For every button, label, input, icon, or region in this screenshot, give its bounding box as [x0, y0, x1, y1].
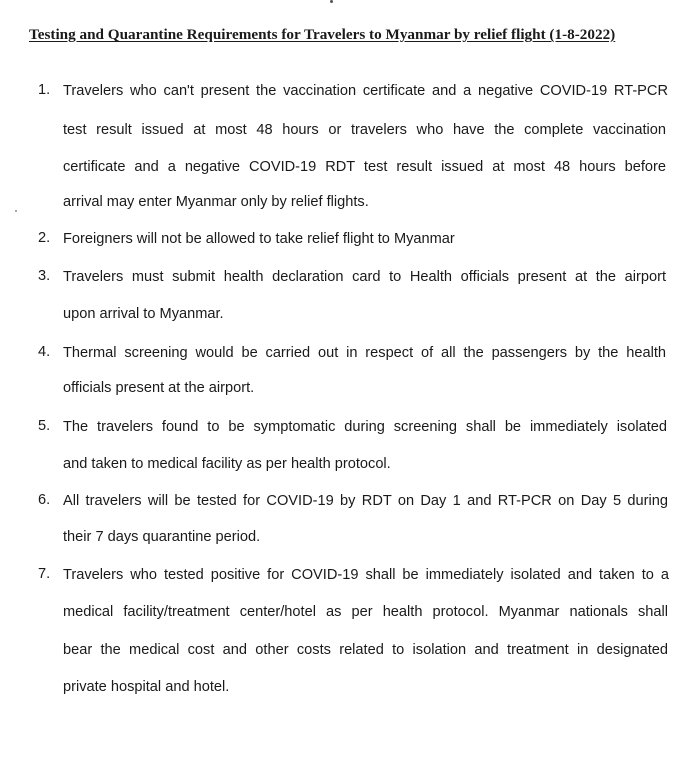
- item-text-line: Travelers must submit health declaration card to Health officials present at the airport: [63, 269, 666, 285]
- item-text-line: their 7 days quarantine period.: [63, 529, 261, 545]
- item-number: 4.: [38, 344, 51, 360]
- item-text-line: The travelers found to be symptomatic during screening shall be immediately isolated: [63, 419, 667, 435]
- item-number: 5.: [38, 418, 51, 434]
- item-text-line: upon arrival to Myanmar.: [63, 306, 224, 322]
- item-text-line: arrival may enter Myanmar only by relief flights.: [63, 194, 369, 210]
- item-number: 2.: [38, 230, 51, 246]
- item-text-line: Travelers who can't present the vaccination certificate and a negative COVID-19 RT-PCR: [63, 83, 668, 99]
- item-number: 1.: [38, 82, 51, 98]
- item-text-line: Travelers who tested positive for COVID-19 shall be immediately isolated and taken to a: [63, 567, 669, 583]
- document-title: Testing and Quarantine Requirements for Travelers to Myanmar by relief flight (1-8-2022): [29, 26, 616, 43]
- item-number: 3.: [38, 268, 51, 284]
- item-text-line: officials present at the airport.: [63, 380, 255, 396]
- item-text-line: certificate and a negative COVID-19 RDT test result issued at most 48 hours before: [63, 159, 666, 175]
- item-text-line: and taken to medical facility as per health protocol.: [63, 456, 391, 472]
- item-text-line: All travelers will be tested for COVID-19 by RDT on Day 1 and RT-PCR on Day 5 during: [63, 493, 668, 509]
- item-text-line: bear the medical cost and other costs related to isolation and treatment in designated: [63, 642, 668, 658]
- scan-speck: [15, 210, 17, 212]
- item-text-line: Foreigners will not be allowed to take relief flight to Myanmar: [63, 231, 455, 247]
- item-number: 7.: [38, 566, 51, 582]
- item-text-line: private hospital and hotel.: [63, 679, 230, 695]
- item-text-line: Thermal screening would be carried out in respect of all the passengers by the health: [63, 345, 666, 361]
- item-text-line: test result issued at most 48 hours or travelers who have the complete vaccination: [63, 122, 666, 138]
- item-number: 6.: [38, 492, 51, 508]
- scan-speck: [330, 0, 333, 3]
- item-text-line: medical facility/treatment center/hotel as per health protocol. Myanmar nationals shall: [63, 604, 668, 620]
